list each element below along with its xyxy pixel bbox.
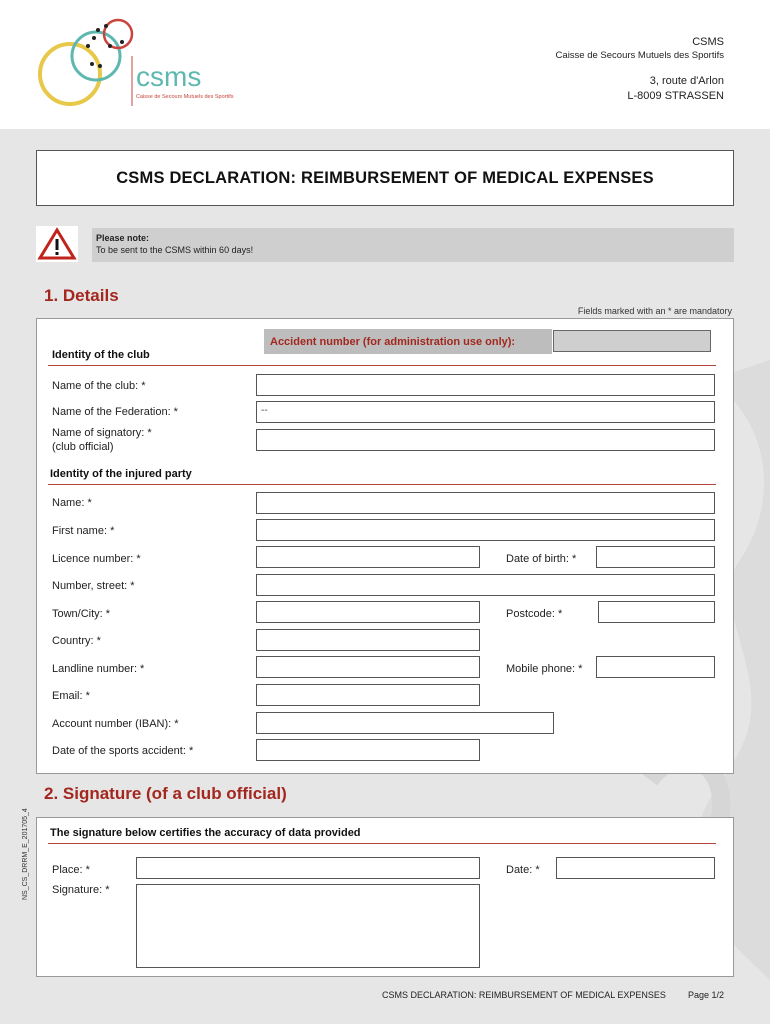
signatory-field[interactable] <box>256 429 715 451</box>
signature-divider <box>48 843 716 844</box>
country-label: Country: * <box>52 635 101 647</box>
page-number: Page 1/2 <box>688 990 725 1000</box>
postcode-field[interactable] <box>598 601 715 623</box>
date-label: Date: * <box>506 864 540 876</box>
org-name: CSMS <box>692 36 724 48</box>
landline-field[interactable] <box>256 656 480 678</box>
street-field[interactable] <box>256 574 715 596</box>
first-name-label: First name: * <box>52 525 115 537</box>
org-full-name: Caisse de Secours Mutuels des Sportifs <box>555 50 724 61</box>
accident-date-field[interactable] <box>256 739 480 761</box>
address-line2: L-8009 STRASSEN <box>627 90 724 102</box>
accident-number-label: Accident number (for administration use only): <box>264 329 552 354</box>
country-field[interactable] <box>256 629 480 651</box>
accident-date-label: Date of the sports accident: * <box>52 745 194 757</box>
certify-text: The signature below certifies the accuracy of data provided <box>50 827 361 839</box>
svg-text:csms: csms <box>136 61 202 92</box>
place-field[interactable] <box>136 857 480 879</box>
licence-number-field[interactable] <box>256 546 480 568</box>
notice-text: To be sent to the CSMS within 60 days! <box>96 245 254 255</box>
signature-field[interactable] <box>136 884 480 968</box>
csms-logo <box>36 16 236 116</box>
address-line1: 3, route d'Arlon <box>649 75 724 87</box>
date-field[interactable] <box>556 857 715 879</box>
notice-box <box>92 228 734 262</box>
mobile-phone-label: Mobile phone: * <box>506 663 583 675</box>
notice-title: Please note: <box>96 233 150 243</box>
club-identity-divider <box>48 365 716 366</box>
town-field[interactable] <box>256 601 480 623</box>
footer-title: CSMS DECLARATION: REIMBURSEMENT OF MEDICAL EXPENSES <box>382 990 666 1000</box>
club-name-field[interactable] <box>256 374 715 396</box>
signatory-label: Name of signatory: * <box>52 427 152 439</box>
town-label: Town/City: * <box>52 608 111 620</box>
federation-field[interactable]: -- <box>256 401 715 423</box>
accident-number-field[interactable] <box>553 330 711 352</box>
email-label: Email: * <box>52 690 90 702</box>
form-title: CSMS DECLARATION: REIMBURSEMENT OF MEDICAL EXPENSES <box>116 168 654 187</box>
email-field[interactable] <box>256 684 480 706</box>
name-field[interactable] <box>256 492 715 514</box>
federation-label: Name of the Federation: * <box>52 406 178 418</box>
club-name-label: Name of the club: * <box>52 380 146 392</box>
iban-label: Account number (IBAN): * <box>52 718 179 730</box>
landline-label: Landline number: * <box>52 663 145 675</box>
warning-icon <box>36 226 78 262</box>
signatory-sublabel: (club official) <box>52 441 114 453</box>
injured-party-heading: Identity of the injured party <box>50 468 192 480</box>
mobile-phone-field[interactable] <box>596 656 715 678</box>
licence-number-label: Licence number: * <box>52 553 141 565</box>
section2-heading: 2. Signature (of a club official) <box>44 784 287 803</box>
signature-label: Signature: * <box>52 884 110 896</box>
place-label: Place: * <box>52 864 90 876</box>
date-of-birth-field[interactable] <box>596 546 715 568</box>
date-of-birth-label: Date of birth: * <box>506 553 577 565</box>
section1-heading: 1. Details <box>44 286 119 305</box>
injured-party-divider <box>48 484 716 485</box>
first-name-field[interactable] <box>256 519 715 541</box>
document-code: NS_CS_DRRM_E_201705_4 <box>22 808 29 900</box>
street-label: Number, street: * <box>52 580 135 592</box>
iban-field[interactable] <box>256 712 554 734</box>
name-label: Name: * <box>52 497 92 509</box>
organisation-block <box>556 36 724 62</box>
svg-text:Caisse de Secours Mutuels des: Caisse de Secours Mutuels des Sportifs <box>136 94 234 100</box>
mandatory-note: Fields marked with an * are mandatory <box>577 306 732 316</box>
postcode-label: Postcode: * <box>506 608 563 620</box>
club-identity-heading: Identity of the club <box>52 349 150 361</box>
org-address <box>627 74 724 104</box>
form-title-box <box>36 150 734 206</box>
